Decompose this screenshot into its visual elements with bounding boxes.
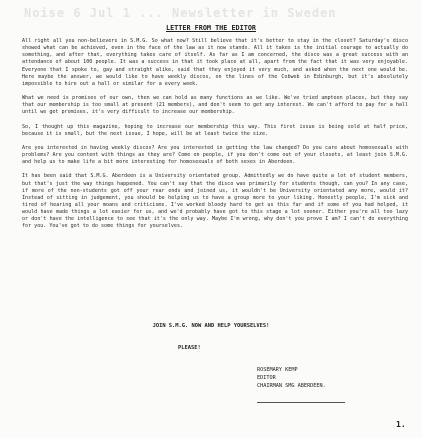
slogan: JOIN S.M.G. NOW AND HELP YOURSELVES! <box>152 323 270 329</box>
please-text: PLEASE! <box>178 345 201 351</box>
signature-org: CHAIRMAN SMG ABERDEEN. <box>257 383 326 390</box>
show-through-header: Noise 6 Jul 1 ... Newsletter in Sweden <box>24 6 337 20</box>
signature-role: EDITOR <box>257 375 276 382</box>
paragraph: Are you interested in having weekly discos? Are you interested in getting the law changed? Do you care about homosexuals with problems? Are you content with things as they are? Come on people, if you don't come out of your closets, at least join S.M.G. and help us to make life a bit more interesting for homosexuals of both sexes in Aberdeen. <box>22 144 408 166</box>
paragraph: So, I thought up this magazine, hoping to increase our membership this way. This first issue is being sold at half price, because it is small, but the next issue, I hope, will be at least twice the size. <box>22 123 408 137</box>
letter-title: LETTER FROM THE EDITOR <box>165 24 257 32</box>
signature-block <box>257 366 326 391</box>
signature-underline <box>257 402 345 403</box>
paragraph: All right all you non-believers in S.M.G. So what now? Still believe that it's better to stay in the closet? Saturday's disco showed what can be achieved, even in the face of the law as it now stands. All it takes is the initial courage to actually do something, and after that, everything takes care of itself. As far as I am concerned, the disco was a great success with an attendance of about 100 people. It was a success in that it took place at all, apart from the fact that it was very enjoyable. Everyone that I spoke to, gay and straight alike, said that they enjoyed it very much, and asked when the next one would be. Here maybe the answer, we would like to have weekly discos, on the lines of the Cobweb in Edinburgh, but it's absolutely impossible to hire out a hall or similar for a every week. <box>22 38 408 87</box>
page-number: 1. <box>396 420 406 429</box>
letter-body <box>22 38 408 238</box>
paragraph: It has been said that S.M.G. Aberdeen is a University orientated group. Admittedly we do have quite a lot of student members, but that's just the way things happened. You can't say that the disco was primarily for students though, can you? In any case, if more of the non-students got off your rear ends and joined us, it wouldn't be University orientated any more, would it? Instead of sitting in judgement, you should be helping us to have a group more to your liking. Honestly people, I'm sick and tired of hearing all your moans and criticisms. I've worked bloody hard to get us this far and if some of you had helped, it would have made things a lot easier for us, and we'd probably have got to this stage a lot sooner. Either you're all too lazy or don't have the intelligence to see that it's the only way. Maybe I'm wrong, why don't you prove I am? I can't do everything for you. You've got to do some things for yourselves. <box>22 173 408 230</box>
signature-name: ROSEMARY KEMP <box>257 367 298 373</box>
paragraph: What we need is promises of our own, then we can hold as many functions as we like. We've tried umpteen places, but they say that our membership is too small at present (21 members), and don't seem to get any interest. We can't afford to pay for a hall until we get promises, it's very difficult to increase our membership. <box>22 95 408 116</box>
